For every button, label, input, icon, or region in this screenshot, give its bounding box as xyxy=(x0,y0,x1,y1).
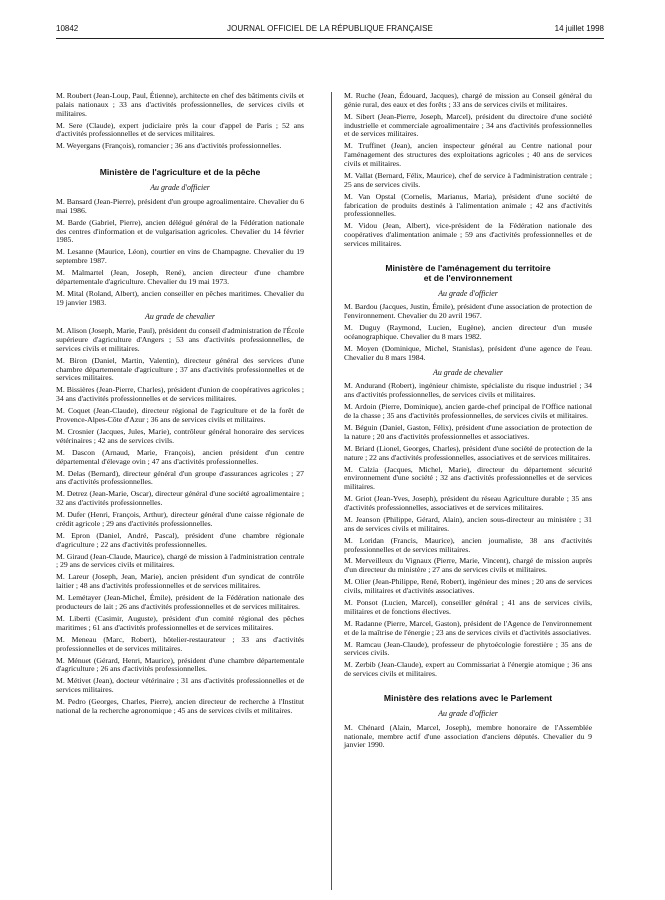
list-item: M. Sere (Claude), expert judiciaire près la cour d'appel de Paris ; 52 ans d'activités professionnelles et de services militaires. xyxy=(56,120,304,139)
grade-heading-chevalier: Au grade de chevalier xyxy=(433,367,503,377)
list-item: M. Olier (Jean-Philippe, René, Robert), ingénieur des mines ; 20 ans de services civils, militaires et d'activités associatives. xyxy=(344,577,592,596)
agriculture-officier-list xyxy=(56,198,304,308)
list-item: M. Sibert (Jean-Pierre, Joseph, Marcel), président du directoire d'une société industrielle et commerciale agroalimentaire ; 34 ans d'activités professionnelles et de services militaires. xyxy=(344,111,592,139)
right-lead-entries xyxy=(344,92,592,249)
list-item: M. Griot (Jean-Yves, Joseph), président du réseau Agriculture durable ; 35 ans d'activités professionnelles, associatives et de services militaires. xyxy=(344,494,592,512)
list-item: M. Ardoin (Pierre, Dominique), ancien garde-chef principal de l'Office national de la chasse ; 35 ans d'activités professionnelles, de services civils et militaires. xyxy=(344,402,592,421)
section-title-parlement: Ministère des relations avec le Parlement xyxy=(383,692,553,703)
list-item: M. Lareur (Joseph, Jean, Marie), ancien président d'un syndicat de contrôle laitier ; 48 ans d'activités professionnelles et de services militaires. xyxy=(56,572,304,591)
list-item: M. Merveilleux du Vignaux (Pierre, Marie, Vincent), chargé de mission auprès d'un directeur du ministère ; 27 ans de services civils et militaires. xyxy=(344,556,592,575)
list-item: M. Vallat (Bernard, Félix, Maurice), chef de service à l'administration centrale ; 25 ans de services civils. xyxy=(344,170,592,189)
grade-heading-officier: Au grade d'officier xyxy=(438,708,498,718)
list-item: M. Zerbib (Jean-Claude), expert au Commissariat à l'énergie atomique ; 36 ans de services civils et militaires. xyxy=(344,660,592,679)
list-item: M. Roubert (Jean-Loup, Paul, Étienne), architecte en chef des bâtiments civils et palais nationaux ; 33 ans d'activités professionnelles, de services civils et militaires. xyxy=(56,91,304,118)
section-title-line-2: et de l'environnement xyxy=(423,272,513,283)
publication-date: 14 juillet 1998 xyxy=(554,24,604,33)
list-item: M. Detrez (Jean-Marie, Oscar), directeur général d'une société agroalimentaire ; 32 ans d'activités professionnelles. xyxy=(56,489,304,508)
list-item: M. Giraud (Jean-Claude, Maurice), chargé de mission à l'administration centrale ; 29 ans de services civils et militaires. xyxy=(56,551,304,570)
list-item: M. Van Opstal (Cornelis, Marianus, Maria), président d'une société de fabrication de produits destinés à l'alimentation animale ; 42 ans d'activités professionnelles. xyxy=(344,191,592,219)
list-item: M. Duguy (Raymond, Lucien, Eugène), ancien directeur d'un musée océanographique. Chevalier du 8 mars 1982. xyxy=(344,323,592,342)
list-item: M. Andurand (Robert), ingénieur chimiste, spécialiste du risque industriel ; 34 ans d'activités professionnelles, de services civils et militaires. xyxy=(344,381,592,400)
list-item: M. Meneau (Marc, Robert), hôtelier-restaurateur ; 33 ans d'activités professionnelles et de services militaires. xyxy=(56,634,304,653)
environnement-officier-list xyxy=(344,303,592,362)
list-item: M. Delas (Bernard), directeur général d'un groupe d'assurances agricoles ; 27 ans d'activités professionnelles. xyxy=(56,468,304,487)
list-item: M. Coquet (Jean-Claude), directeur régional de l'agriculture et de la forêt de Provence-Alpes-Côte d'Azur ; 36 ans de services civils et militaires. xyxy=(56,406,304,424)
list-item: M. Weyergans (François), romancier ; 36 ans d'activités professionnelles. xyxy=(56,141,282,151)
section-title-agriculture: Ministère de l'agriculture et de la pêche xyxy=(99,167,261,178)
list-item: M. Vidou (Jean, Albert), vice-président de la Fédération nationale des coopératives d'alimentation animale ; 59 ans d'activités professionnelles et de services militaires. xyxy=(344,221,592,248)
left-lead-entries xyxy=(56,92,304,151)
list-item: M. Truffinet (Jean), ancien inspecteur général au Centre national pour l'aménagement des structures des exploitations agricoles ; 40 ans de services civils et militaires. xyxy=(344,141,592,168)
list-item: M. Ruche (Jean, Édouard, Jacques), chargé de mission au Conseil général du génie rural, des eaux et des forêts ; 33 ans de services civils et militaires. xyxy=(344,91,592,109)
list-item: M. Epron (Daniel, André, Pascal), président d'une chambre régionale d'agriculture ; 22 ans d'activités professionnelles. xyxy=(56,530,304,549)
journal-title: JOURNAL OFFICIEL DE LA RÉPUBLIQUE FRANÇAISE xyxy=(227,24,433,33)
list-item: M. Ménuet (Gérard, Henri, Maurice), président d'une chambre départementale d'agriculture ; 26 ans d'activités professionnelles. xyxy=(56,655,304,674)
section-title-line-1: Ministère de l'aménagement du territoire xyxy=(385,262,551,273)
list-item: M. Lemétayer (Jean-Michel, Émile), président de la Fédération nationale des producteurs de lait ; 26 ans d'activités professionnelles et de services militaires. xyxy=(56,593,304,612)
grade-heading-officier: Au grade d'officier xyxy=(438,288,498,298)
list-item: M. Béguin (Daniel, Gaston, Félix), président d'une association de protection de la nature ; 20 ans d'activités professionnelles et associatives. xyxy=(344,423,592,441)
list-item: M. Crosnier (Jacques, Jules, Marie), contrôleur général honoraire des services vétérinaires ; 42 ans de services civils. xyxy=(56,426,304,445)
right-column xyxy=(344,92,592,753)
parlement-officier-list xyxy=(344,724,592,750)
list-item: M. Biron (Daniel, Martin, Valentin), directeur général des services d'une chambre départementale d'agriculture ; 37 ans d'activités professionnelles et de services militaires. xyxy=(56,355,304,383)
list-item: M. Lesanne (Maurice, Léon), courtier en vins de Champagne. Chevalier du 19 septembre 1987. xyxy=(56,247,304,266)
header-rule xyxy=(56,38,604,39)
list-item: M. Ramcau (Jean-Claude), professeur de phytoécologie forestière ; 35 ans de services civils. xyxy=(344,639,592,658)
list-item: M. Calzia (Jacques, Michel, Marie), directeur du département sécurité environnement d'une société ; 32 ans d'activités professionnelles et de services militaires. xyxy=(344,464,592,492)
list-item: M. Liberti (Casimir, Auguste), président d'un comité régional des pêches maritimes ; 61 ans d'activités professionnelles et de services militaires. xyxy=(56,614,304,632)
section-title-environnement xyxy=(344,263,592,283)
list-item: M. Moyen (Dominique, Michel, Stanislas), président d'une agence de l'eau. Chevalier du 8 mars 1984. xyxy=(344,344,592,362)
grade-heading-chevalier: Au grade de chevalier xyxy=(145,312,215,322)
column-divider xyxy=(331,92,332,890)
list-item: M. Chénard (Alain, Marcel, Joseph), membre honoraire de l'Assemblée nationale, membre actif d'une association d'anciens députés. Chevalier du 9 janvier 1990. xyxy=(344,722,592,750)
list-item: M. Dufer (Henri, François, Arthur), directeur général d'une caisse régionale de crédit agricole ; 29 ans d'activités professionnelles. xyxy=(56,510,304,528)
left-column xyxy=(56,92,304,719)
list-item: M. Pedro (Georges, Charles, Pierre), ancien directeur de recherche à l'Institut national de la recherche agronomique ; 45 ans de services civils et militaires. xyxy=(56,697,304,715)
page-header xyxy=(56,24,604,38)
list-item: M. Ponsot (Lucien, Marcel), conseiller général ; 41 ans de services civils, militaires et de fonctions électives. xyxy=(344,598,592,616)
list-item: M. Mital (Roland, Albert), ancien conseiller en pêches maritimes. Chevalier du 19 janvier 1983. xyxy=(56,288,304,307)
list-item: M. Radanne (Pierre, Marcel, Gaston), président de l'Agence de l'environnement et de la maîtrise de l'énergie ; 23 ans de services civils et d'activités associatives. xyxy=(344,618,592,637)
environnement-chevalier-list xyxy=(344,382,592,679)
list-item: M. Bardou (Jacques, Justin, Émile), président d'une association de protection de l'environnement. Chevalier du 20 avril 1967. xyxy=(344,302,592,321)
list-item: M. Malmartel (Jean, Joseph, René), ancien directeur d'une chambre départementale d'agriculture. Chevalier du 19 mai 1973. xyxy=(56,268,304,286)
list-item: M. Dascon (Arnaud, Marie, François), ancien président d'un centre départemental d'élevage ovin ; 47 ans d'activités professionnelles. xyxy=(56,447,304,466)
list-item: M. Briard (Lionel, Georges, Charles), président d'une société de protection de la nature ; 22 ans d'activités professionnelles, associatives et de services militaires. xyxy=(344,443,592,462)
list-item: M. Bissières (Jean-Pierre, Charles), président d'union de coopératives agricoles ; 34 ans d'activités professionnelles et de services militaires. xyxy=(56,385,304,404)
list-item: M. Métivet (Jean), docteur vétérinaire ; 31 ans d'activités professionnelles et de services militaires. xyxy=(56,676,304,695)
list-item: M. Jeanson (Philippe, Gérard, Alain), ancien sous-directeur au ministère ; 31 ans de services civils et militaires. xyxy=(344,514,592,533)
list-item: M. Loridan (Francis, Maurice), ancien journaliste, 38 ans d'activités professionnelles et de services militaires. xyxy=(344,535,592,554)
list-item: M. Alison (Joseph, Marie, Paul), président du conseil d'administration de l'École supérieure d'agriculture d'Angers ; 53 ans d'activités professionnelles, de services civils et militaires. xyxy=(56,326,304,353)
list-item: M. Barde (Gabriel, Pierre), ancien délégué général de la Fédération nationale des centres d'information et de vulgarisation agricoles. Chevalier du 14 février 1985. xyxy=(56,217,304,245)
list-item: M. Bansard (Jean-Pierre), président d'un groupe agroalimentaire. Chevalier du 6 mai 1986. xyxy=(56,196,304,215)
grade-heading-officier: Au grade d'officier xyxy=(150,183,210,193)
page-number: 10842 xyxy=(56,24,79,33)
agriculture-chevalier-list xyxy=(56,327,304,715)
